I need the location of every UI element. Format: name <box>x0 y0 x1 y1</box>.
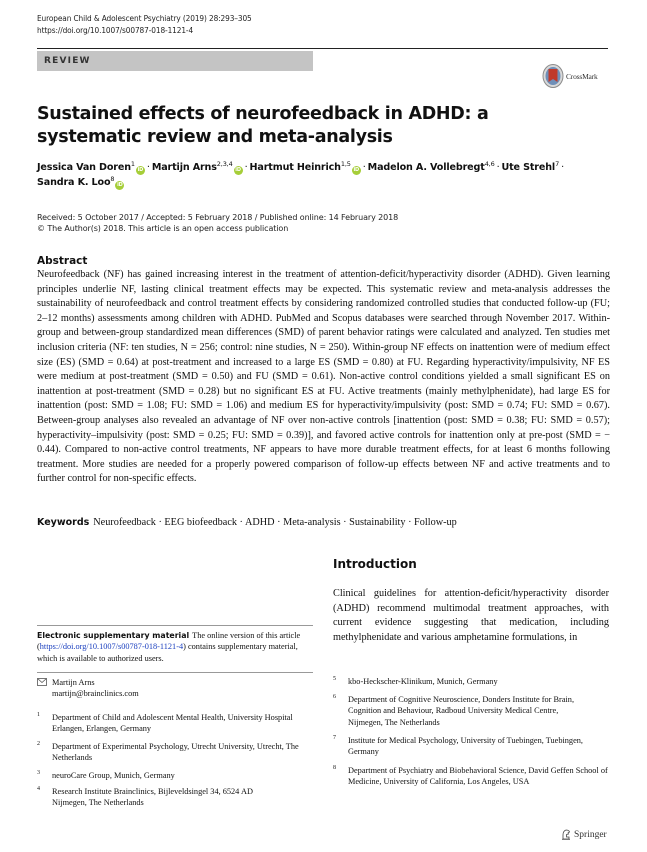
affiliation-number: 7 <box>333 735 336 741</box>
author-name: Jessica Van Doren <box>37 162 131 173</box>
crossmark-badge[interactable] <box>542 62 622 90</box>
crossmark-icon <box>542 63 564 89</box>
header-rule <box>37 48 608 49</box>
supplementary-text: ) contains supplementary material, which is available to authorized users. <box>37 642 298 663</box>
author-affiliation-ref: 1 <box>130 160 135 168</box>
article-title: Sustained effects of neurofeedback in ADHD: a systematic review and meta-analysis <box>37 104 489 147</box>
keywords-list: Neurofeedback · EEG biofeedback · ADHD · Meta-analysis · Sustainability · Follow-up <box>93 517 457 528</box>
publisher-logo <box>561 829 607 840</box>
affiliation-text: Department of Cognitive Neuroscience, Donders Institute for Brain, Cognition and Behaviour, Radboud University Medical Centre, Nijmegen, The Netherlands <box>348 695 575 727</box>
supplementary-doi-link[interactable]: https://doi.org/10.1007/s00787-018-1121-4 <box>39 642 184 652</box>
footnote-rule <box>37 672 313 673</box>
corresponding-author <box>37 677 313 700</box>
affiliation-item <box>333 765 609 788</box>
orcid-id-icon[interactable]: iD <box>353 167 360 173</box>
affiliation-number: 2 <box>37 741 40 747</box>
affiliation-number: 5 <box>333 676 336 682</box>
affiliation-item <box>333 694 588 728</box>
envelope-icon <box>37 678 47 686</box>
affiliation-text: Department of Experimental Psychology, Utrecht University, Utrecht, The Netherlands <box>52 742 299 763</box>
affiliation-text: Department of Child and Adolescent Mental Health, University Hospital Erlangen, Erlangen, Germany <box>52 713 293 734</box>
introduction-heading: Introduction <box>333 557 417 571</box>
affiliation-item <box>333 676 609 687</box>
author-separator: · <box>362 162 366 173</box>
orcid-id-icon[interactable]: iD <box>137 167 144 173</box>
springer-horse-icon <box>561 829 571 840</box>
author-name: Sandra K. Loo <box>37 177 111 188</box>
introduction-text: Clinical guidelines for attention-deficit/hyperactivity disorder (ADHD) recommend multimodal treatment approaches, with current evidence suggesting that medication, including methylphenidate and various amphetamine formulations, in <box>333 588 609 643</box>
affiliation-number: 6 <box>333 694 336 700</box>
copyright-notice: © The Author(s) 2018. This article is an open access publication <box>37 224 289 233</box>
affiliation-number: 1 <box>37 712 40 718</box>
corresponding-author-email[interactable]: martijn@brainclinics.com <box>52 689 139 699</box>
affiliation-text: Department of Psychiatry and Biobehavioral Science, David Geffen School of Medicine, University of California, Los Angeles, USA <box>348 766 608 787</box>
publisher-name: Springer <box>574 829 607 840</box>
affiliation-number: 4 <box>37 786 40 792</box>
author-separator: · <box>146 162 150 173</box>
supplementary-material-note <box>37 630 313 664</box>
publication-dates: Received: 5 October 2017 / Accepted: 5 February 2018 / Published online: 14 February 2018 <box>37 213 399 222</box>
crossmark-label: CrossMark <box>566 71 598 81</box>
affiliation-number: 8 <box>333 765 336 771</box>
affiliation-text: Research Institute Brainclinics, Bijleveldsingel 34, 6524 AD Nijmegen, The Netherlands <box>52 787 253 808</box>
corresponding-author-name: Martijn Arns <box>52 678 95 687</box>
author-separator: · <box>244 162 248 173</box>
article-doi[interactable]: https://doi.org/10.1007/s00787-018-1121-4 <box>37 25 194 35</box>
author-list <box>37 160 617 190</box>
affiliation-item <box>37 786 277 809</box>
author-name: Hartmut Heinrich <box>249 162 341 173</box>
abstract-text: Neurofeedback (NF) has gained increasing interest in the treatment of attention-deficit/hyperactivity disorder (ADHD). Given learning principles underlie NF, lasting clinical treatment effects may be expected. This systematic review and meta-analysis addresses the sustainability of neurofeedback and control treatment effects by considering randomized controlled studies that conducted follow-up (FU; 2–12 months) assessments among children with ADHD. PubMed and Scopus databases were searched through November 2017. Within-group and between-group standardized mean differences (SMD) of parent behavior ratings were calculated and analyzed. Ten studies met inclusion criteria (NF: ten studies, N = 256; control: nine studies, N = 250). Within-group NF effects on inattention were of medium effect size (ES) (SMD = 0.64) at post-treatment and increased to a large ES (SMD = 0.80) at FU. Regarding hyperactivity/impulsivity, NF ES were medium at post-treatment (SMD = 0.50) and FU (SMD = 0.61). Non-active control conditions yielded a small significant ES on inattention at post-treatment (SMD = 0.28) but no significant ES at FU. Active treatments (mainly methylphenidate), had large ES for inattention (post: SMD = 1.08; FU: SMD = 1.06) and medium ES for hyperactivity/impulsivity (post: SMD = 0.74; FU: SMD = 0.67). Between-group analyses also revealed an advantage of NF over non-active controls [inattention (post: SMD = 0.38; FU: SMD = 0.57); hyperactivity–impulsivity (post: SMD = 0.25; FU: SMD = 0.39)], and favored active controls for inattention only at pre-post (SMD = − 0.44). Compared to non-active control treatments, NF appears to have more durable treatment effects, for at least 6 months following treatment. More studies are needed for a properly powered comparison of follow-up effects between NF and active treatments and to further control for non-specific effects. <box>37 269 610 485</box>
affiliation-item <box>37 712 313 735</box>
supplementary-text: The online version of this article ( <box>37 631 301 652</box>
author-affiliation-ref: 2,3,4 <box>216 160 233 168</box>
affiliation-text: Institute for Medical Psychology, University of Tuebingen, Tuebingen, Germany <box>348 736 583 757</box>
orcid-id-icon[interactable]: iD <box>235 167 241 173</box>
affiliation-item <box>333 735 609 758</box>
footnote-rule <box>37 625 313 626</box>
keywords-label: Keywords <box>37 517 90 528</box>
author-affiliation-ref: 7 <box>555 160 560 168</box>
author-separator: · <box>561 162 564 173</box>
orcid-id-icon[interactable]: iD <box>117 182 123 188</box>
affiliation-item <box>37 741 313 764</box>
journal-citation: European Child & Adolescent Psychiatry (2019) 28:293–305 <box>37 13 252 23</box>
affiliation-text: neuroCare Group, Munich, Germany <box>52 771 175 780</box>
affiliation-item <box>37 770 313 781</box>
author-affiliation-ref: 8 <box>110 175 115 183</box>
supplementary-material-label: Electronic supplementary material <box>37 631 190 640</box>
article-type-label: REVIEW <box>44 56 91 66</box>
author-name: Madelon A. Vollebregt <box>367 162 485 173</box>
author-affiliation-ref: 4,6 <box>484 160 495 168</box>
affiliation-number: 3 <box>37 770 40 776</box>
keywords <box>37 516 610 530</box>
author-separator: · <box>496 162 500 173</box>
abstract-heading: Abstract <box>37 255 88 267</box>
author-name: Ute Strehl <box>501 162 556 173</box>
affiliation-text: kbo-Heckscher-Klinikum, Munich, Germany <box>348 677 498 686</box>
author-affiliation-ref: 1,5 <box>340 160 351 168</box>
author-name: Martijn Arns <box>151 162 217 173</box>
